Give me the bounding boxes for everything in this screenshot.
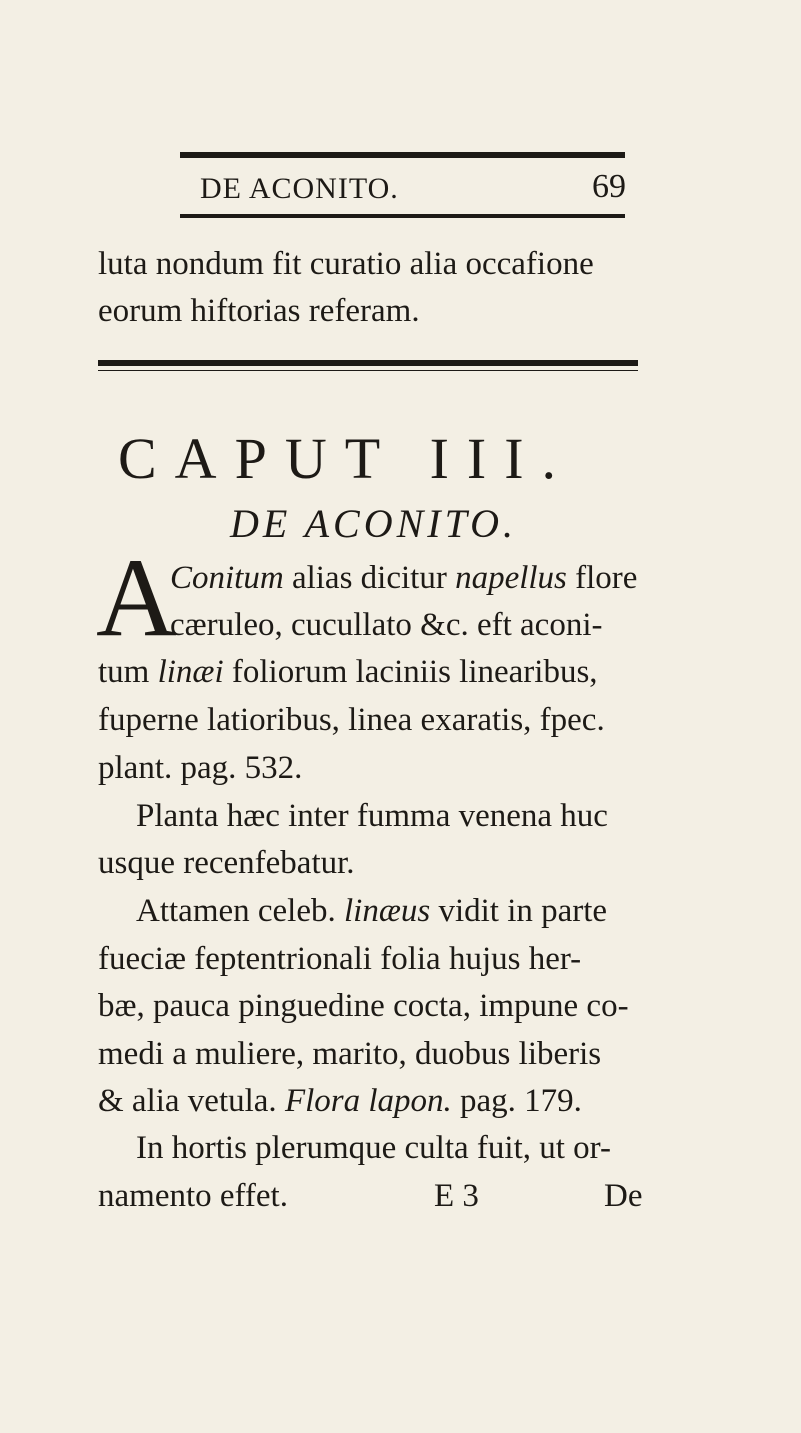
- continuation-line-1: luta nondum fit curatio alia occafione: [98, 246, 594, 282]
- paragraph4-line-2: namento effet.: [98, 1178, 288, 1214]
- text-span: pag. 179.: [451, 1083, 582, 1119]
- text-span: vidit in parte: [430, 893, 608, 929]
- paragraph3-line-1: [136, 891, 607, 931]
- header-bottom-rule: [180, 214, 625, 218]
- paragraph2-line-2: usque recenfebatur.: [98, 845, 355, 881]
- text-span: foliorum laciniis linearibus,: [223, 654, 598, 690]
- paragraph3-line-4: medi a muliere, marito, duobus liberis: [98, 1036, 602, 1072]
- signature-mark: E 3: [434, 1178, 479, 1214]
- paragraph3-line-5: [98, 1081, 582, 1121]
- chapter-divider-thin-rule: [98, 370, 638, 371]
- italic-word: linæus: [344, 893, 431, 929]
- paragraph4-line-1: In hortis plerumque culta fuit, ut or-: [136, 1130, 611, 1166]
- paragraph1-line-3: [98, 652, 598, 692]
- italic-word: linæi: [157, 654, 224, 690]
- drop-cap: A: [96, 536, 177, 660]
- header-top-rule: [180, 152, 625, 158]
- paragraph1-line-1: [170, 558, 637, 598]
- paragraph2-line-1: Planta hæc inter fumma venena huc: [136, 798, 608, 834]
- chapter-divider-rule: [98, 360, 638, 366]
- text-span: alias dicitur: [283, 560, 456, 596]
- italic-word: Conitum: [170, 560, 284, 596]
- italic-word: Flora lapon.: [284, 1083, 452, 1119]
- text-span: Attamen celeb.: [136, 893, 344, 929]
- italic-word: napellus: [455, 560, 567, 596]
- text-span: tum: [98, 654, 158, 690]
- running-header: [200, 168, 640, 212]
- chapter-subtitle: DE ACONITO.: [230, 501, 518, 546]
- page-number: 69: [592, 168, 626, 205]
- paragraph1-line-4: fuperne latioribus, linea exaratis, fpec.: [98, 702, 605, 738]
- paragraph3-line-3: bæ, pauca pinguedine cocta, impune co-: [98, 988, 629, 1024]
- paragraph1-line-2: cæruleo, cucullato &c. eft aconi-: [170, 607, 603, 643]
- text-span: flore: [566, 560, 638, 596]
- catchword: De: [604, 1178, 643, 1214]
- text-span: & alia vetula.: [98, 1083, 285, 1119]
- continuation-line-2: eorum hiftorias referam.: [98, 293, 420, 329]
- running-title: DE ACONITO.: [200, 172, 399, 205]
- chapter-title: CAPUT III.: [118, 426, 575, 491]
- paragraph1-line-5: plant. pag. 532.: [98, 750, 303, 786]
- paragraph3-line-2: fueciæ feptentrionali folia hujus her-: [98, 941, 582, 977]
